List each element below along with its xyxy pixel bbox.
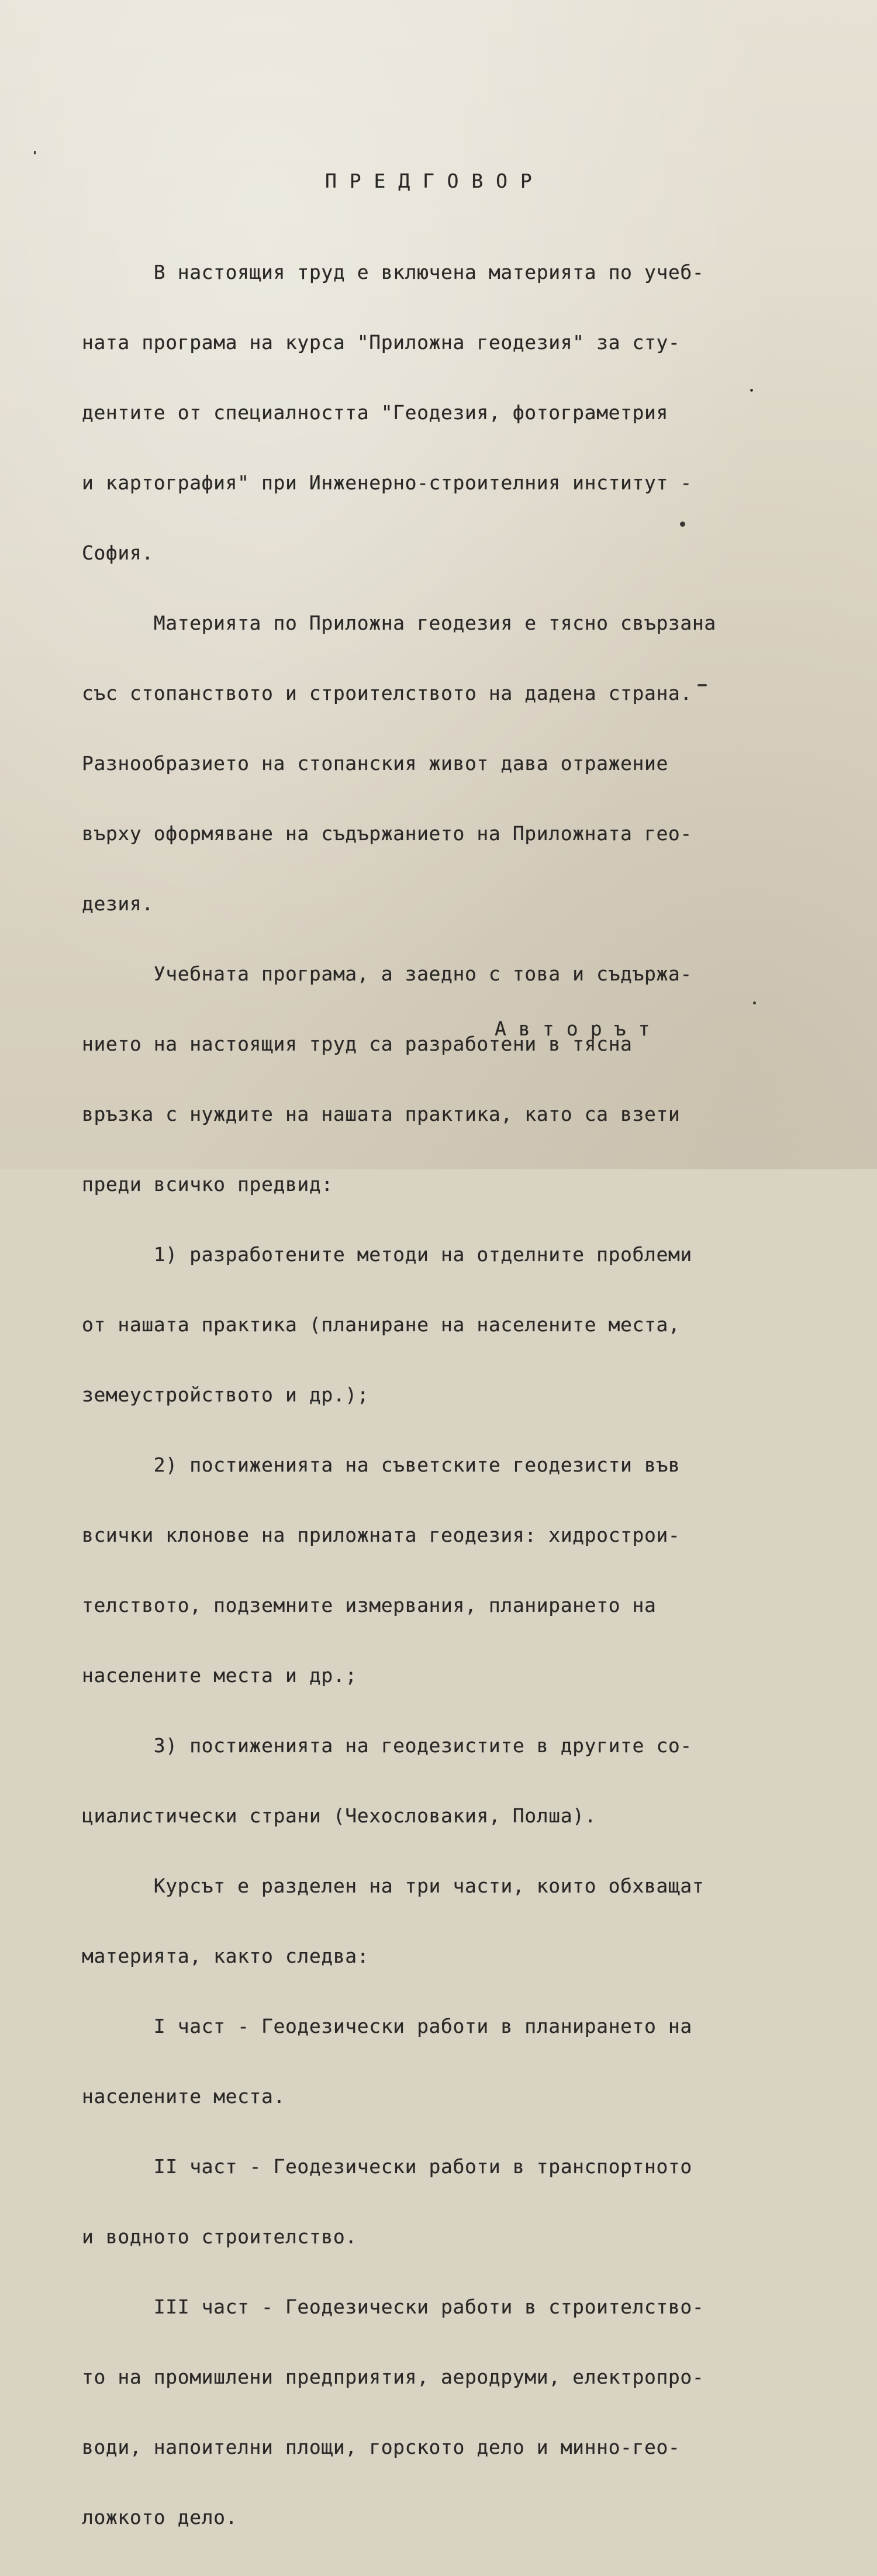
text-line: телството, подземните измервания, планирането на: [82, 1594, 657, 1617]
text-line: земеустройството и др.);: [82, 1383, 370, 1406]
text-line: циалистически страни (Чехословакия, Полша).: [82, 1804, 597, 1827]
text-line: ложкото дело.: [82, 2506, 238, 2529]
text-line: Учебната програма, а заедно с това и съдържа-: [82, 962, 692, 985]
text-line: III част - Геодезически работи в строителство-: [82, 2295, 705, 2318]
text-line: и картография" при Инженерно-строителния институт -: [82, 471, 692, 494]
text-line: материята, както следва:: [82, 1945, 370, 1967]
text-line: Курсът е разделен на три части, които обхващат: [82, 1874, 705, 1897]
ink-speck: [750, 389, 753, 392]
text-line: ната програма на курса "Приложна геодезия" за сту-: [82, 331, 681, 354]
text-line: I част - Геодезически работи в планирането на: [82, 2015, 692, 2038]
text-line: В настоящия труд е включена материята по учеб-: [82, 261, 705, 284]
text-line: 3) постиженията на геодезистите в другите со-: [82, 1734, 692, 1757]
ink-speck: [698, 684, 707, 686]
document-title: П Р Е Д Г О В О Р: [325, 170, 533, 192]
text-line: дезия.: [82, 892, 154, 915]
text-line: върху оформяване на съдържанието на Приложната гео-: [82, 822, 692, 845]
text-line: дентите от специалността "Геодезия, фотограметрия: [82, 401, 668, 424]
text-line: II част - Геодезически работи в транспортното: [82, 2155, 692, 2178]
text-line: 1) разработените методи на отделните проблеми: [82, 1243, 692, 1266]
text-line: 2) постиженията на съветските геодезисти във: [82, 1453, 681, 1476]
text-line: населените места и др.;: [82, 1664, 357, 1687]
ink-speck: [680, 522, 685, 527]
text-line: със стопанството и строителството на дадена страна.: [82, 682, 692, 705]
text-line: всички клонове на приложната геодезия: хидрострои-: [82, 1524, 681, 1546]
ink-speck: [34, 151, 36, 154]
text-line: от нашата практика (планиране на населените места,: [82, 1313, 681, 1336]
ink-speck: [753, 1002, 756, 1004]
text-line: връзка с нуждите на нашата практика, като са взети: [82, 1103, 681, 1125]
text-line: населените места.: [82, 2085, 285, 2108]
author-signature: А в т о р ъ т: [495, 1017, 651, 1040]
text-line: нието на настоящия труд са разработени в тясна: [82, 1033, 633, 1055]
text-line: и водното строителство.: [82, 2225, 357, 2248]
text-line: София.: [82, 541, 154, 564]
document-body: [82, 214, 716, 2576]
text-line: то на промишлени предприятия, аеродруми, електропро-: [82, 2366, 705, 2388]
text-line: Материята по Приложна геодезия е тясно свързана: [82, 612, 716, 634]
text-line: преди всичко предвид:: [82, 1173, 333, 1196]
text-line: Разнообразието на стопанския живот дава отражение: [82, 752, 668, 775]
text-line: води, напоителни площи, горското дело и минно-гео-: [82, 2436, 681, 2458]
